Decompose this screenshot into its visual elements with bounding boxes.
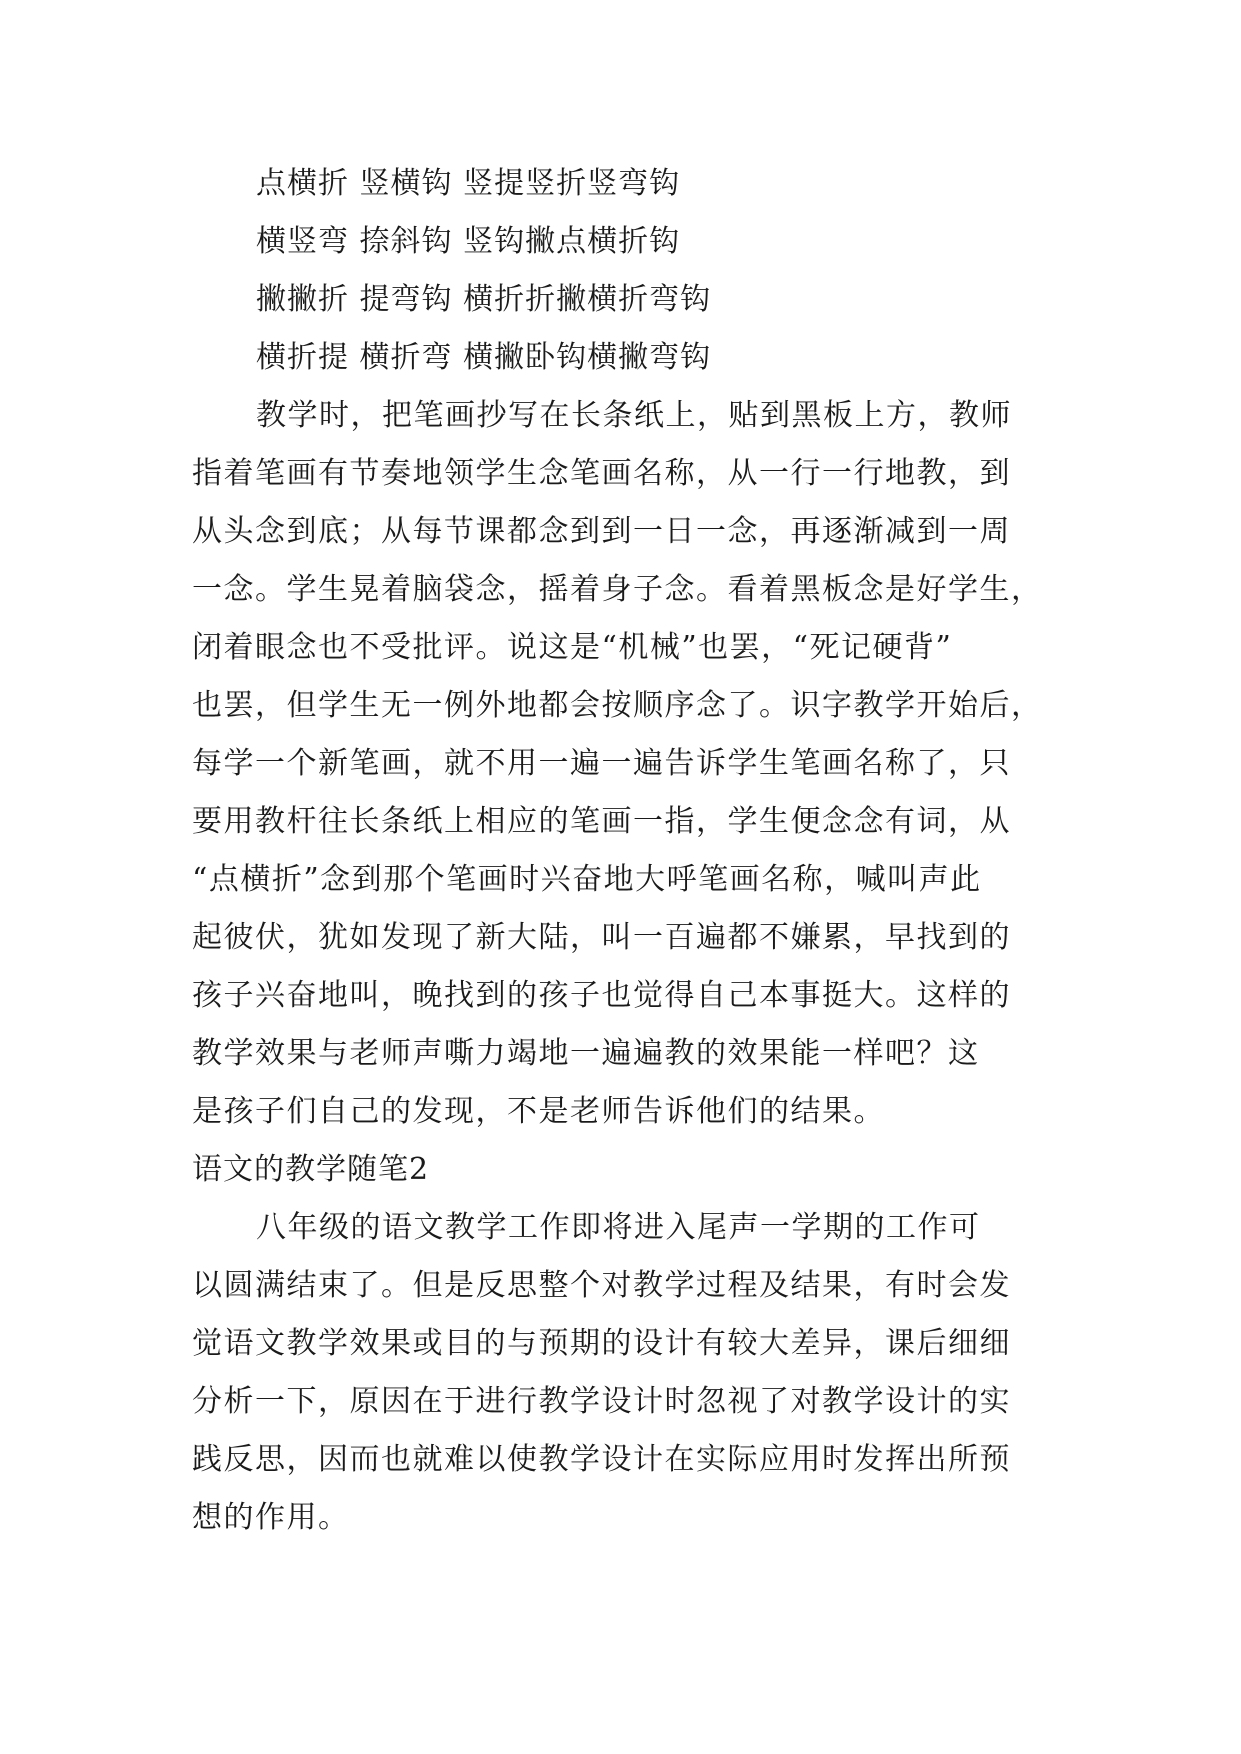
stroke-line-4: 横折提 横折弯 横撇卧钩横撇弯钩 <box>256 340 712 375</box>
section-heading-2: 语文的教学随笔2 <box>192 1152 430 1187</box>
paragraph-1-line: 也罢，但学生无一例外地都会按顺序念了。识字教学开始后， <box>192 688 1043 723</box>
paragraph-2-line: 觉语文教学效果或目的与预期的设计有较大差异，课后细细 <box>192 1326 1011 1361</box>
paragraph-2-line: 践反思，因而也就难以使教学设计在实际应用时发挥出所预 <box>192 1442 1011 1477</box>
paragraph-1-line: 是孩子们自己的发现，不是老师告诉他们的结果。 <box>192 1094 885 1129</box>
stroke-line-2: 横竖弯 捺斜钩 竖钩撇点横折钩 <box>256 224 681 259</box>
paragraph-1-line: 一念。学生晃着脑袋念，摇着身子念。看着黑板念是好学生， <box>192 572 1043 607</box>
stroke-line-1: 点横折 竖横钩 竖提竖折竖弯钩 <box>256 166 681 201</box>
paragraph-1-line: 孩子兴奋地叫，晚找到的孩子也觉得自己本事挺大。这样的 <box>192 978 1011 1013</box>
paragraph-1-line: 教学效果与老师声嘶力竭地一遍遍教的效果能一样吧？这 <box>192 1036 980 1071</box>
paragraph-1-line: “点横折”念到那个笔画时兴奋地大呼笔画名称，喊叫声此 <box>192 862 982 897</box>
paragraph-1-line: 指着笔画有节奏地领学生念笔画名称，从一行一行地教，到 <box>192 456 1011 491</box>
paragraph-1-line: 起彼伏，犹如发现了新大陆，叫一百遍都不嫌累，早找到的 <box>192 920 1011 955</box>
paragraph-1 <box>192 387 1052 1141</box>
paragraph-2-line: 以圆满结束了。但是反思整个对教学过程及结果，有时会发 <box>192 1268 1011 1303</box>
paragraph-2-line: 八年级的语文教学工作即将进入尾声一学期的工作可 <box>256 1210 981 1245</box>
paragraph-1-line: 每学一个新笔画，就不用一遍一遍告诉学生笔画名称了，只 <box>192 746 1011 781</box>
document-content <box>192 155 1052 1547</box>
paragraph-1-line: 要用教杆往长条纸上相应的笔画一指，学生便念念有词，从 <box>192 804 1011 839</box>
paragraph-1-line: 从头念到底；从每节课都念到到一日一念，再逐渐减到一周 <box>192 514 1011 549</box>
paragraph-1-line: 闭着眼念也不受批评。说这是“机械”也罢，“死记硬背” <box>192 630 953 665</box>
paragraph-1-line: 教学时，把笔画抄写在长条纸上，贴到黑板上方，教师 <box>256 398 1012 433</box>
paragraph-2-line: 分析一下，原因在于进行教学设计时忽视了对教学设计的实 <box>192 1384 1011 1419</box>
paragraph-2-line: 想的作用。 <box>192 1500 350 1535</box>
paragraph-2 <box>192 1199 1052 1547</box>
stroke-line-3: 撇撇折 提弯钩 横折折撇横折弯钩 <box>256 282 712 317</box>
